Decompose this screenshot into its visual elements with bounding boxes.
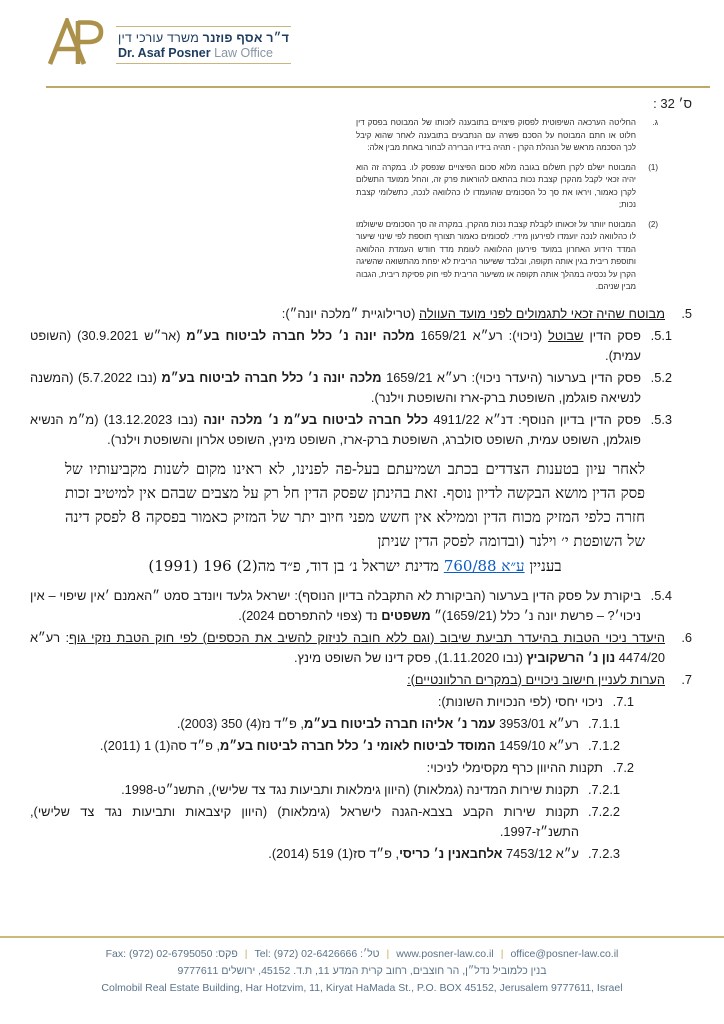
item-text: תקנות שירות הקבע בצבא-הגנה לישראל (גימלאות) (היוון קיצבאות ותביעות נגד צד שלישי), התשנ״ז-1997. — [30, 803, 579, 839]
law-office-logo — [46, 18, 692, 71]
list-item-7-1-1 — [30, 714, 620, 734]
list-item-7-2-1 — [30, 780, 620, 800]
item-marker: 5.2. — [650, 369, 672, 385]
letterhead — [46, 18, 692, 71]
section-reference: ס׳ 32 : — [653, 96, 692, 111]
footer-tel: Tel: (972) 02-6426666 :טל׳ — [254, 948, 380, 960]
list-item-7-2-2 — [30, 802, 620, 842]
brand-name-english: Dr. Asaf Posner Law Office — [118, 45, 273, 60]
item-text: ע״א 7453/12 אלחבאנין נ׳ כריסי, פ״ד סז(1) 519 (2014). — [268, 845, 579, 861]
list-item-7 — [30, 670, 692, 690]
list-item-7-2-3 — [30, 844, 620, 864]
item-text: רע״א 3953/01 עמר נ׳ אליהו חברה לביטוח בע״מ, פ״ד נז(4) 350 (2003). — [176, 715, 579, 731]
footer-separator: | — [244, 948, 248, 960]
item-text: מבוטח שהיה זכאי לתגמולים לפני מועד העוולה (טרילוגיית ״מלכה יונה״): — [281, 305, 665, 321]
list-item-5-2 — [30, 368, 672, 408]
item-marker: 7.2.3. — [587, 845, 620, 861]
list-item-7-2 — [30, 758, 634, 778]
item-text: ניכוי יחסי (לפי הנכויות השונות): — [437, 693, 603, 709]
item-marker: 7.1. — [612, 693, 634, 709]
quote-item-marker: (2) — [648, 219, 658, 229]
item-marker: 5. — [681, 305, 692, 321]
item-marker: 7.1.2. — [587, 737, 620, 753]
quote-item-text: המבוטח ישלם לקרן תשלום בגובה מלוא סכום הפיצויים שנפסק לו. במקרה זה הוא יהיה זכאי לקבל מהקרן קצבת נכות בהתאם להוראות פרק זה, והחל ממועד התשלום לקרן כאמור, ויראו את סך כל הסכומים שהועמדו לו כהלוואה לנכה, כתשלומי קצבת נכות; — [356, 162, 636, 209]
brand-name-hebrew: ד״ר אסף פוזנר משרד עורכי דין — [118, 30, 290, 45]
list-item-5-4 — [30, 586, 672, 626]
document-body — [30, 96, 692, 866]
item-marker: 7.1.1. — [587, 715, 620, 731]
footer-email-link[interactable]: office@posner-law.co.il — [510, 948, 619, 960]
item-marker: 5.4. — [650, 587, 672, 603]
footer-contact-line — [0, 946, 724, 963]
list-item-7-1-2 — [30, 736, 620, 756]
footer-address-english: Colmobil Real Estate Building, Har Hotzvim, 11, Kiryat HaMada St., P.O. BOX 45152, Jerusalem 9777611, Israel — [101, 982, 623, 994]
quote-item — [356, 162, 658, 212]
item-text: פסק הדין שבוטל (ניכוי): רע״א 1659/21 מלכה יונה נ׳ כלל חברה לביטוח בע״מ (אר״ש 30.9.2021) (השופט עמית). — [30, 327, 641, 363]
item-marker: 5.3. — [650, 411, 672, 427]
list-item-6 — [30, 628, 692, 668]
item-text: תקנות שירות המדינה (גמלאות) (היוון גימלאות ותביעות נגד צד שלישי), התשנ״ט-1998. — [121, 781, 579, 797]
case-citation-link[interactable]: ע״א 760/88 — [443, 556, 525, 575]
item-text: פסק הדין בדיון הנוסף: דנ״א 4911/22 כלל חברה לביטוח בע״מ נ׳ מלכה יונה (נבו 13.12.2023) (מ״מ הנשיא פוגלמן, השופט עמית, השופט סולברג, השופטת ברק-ארז, השופט מינץ, השופט אלרון והשופטת וילנר). — [30, 411, 641, 447]
regulation-quote-block — [356, 117, 658, 294]
quote-item-text: החליטה הערכאה השיפוטית לפסוק פיצויים בתובענה לזכותו של המבוטח בפסק דין חלוט או חתם המבוטח על הסכם פשרה עם הנתבעים בתובענה לאחר שהוא קיבל לכך הסכמה מראש של הנהלת הקרן - תהיה בידיו הברירה לבחור באחת מבין אלה: — [356, 118, 636, 152]
item-text: ביקורת על פסק הדין בערעור (הביקורת לא התקבלה בדיון הנוסף): ישראל גלעד ויונדב סמט ״האמנם ׳אין שיפוי – אין ניכוי׳? – פרשת יונה נ׳ כלל (1659/21)״ משפטים נד (צפוי להתפרסם 2024). — [30, 587, 641, 623]
quote-item-marker: (1) — [648, 162, 658, 172]
item-marker: 7.2.1. — [587, 781, 620, 797]
item-marker: 7.2. — [612, 759, 634, 775]
ap-monogram-icon — [46, 18, 106, 71]
item-marker: 7. — [681, 671, 692, 687]
list-item-5-3 — [30, 410, 672, 450]
header-divider — [46, 86, 710, 88]
court-quote-citation: בעניין ע״א 760/88 מדינת ישראל נ׳ בן דוד, פ״ד מה(2) 196 (1991) — [148, 556, 562, 575]
footer-separator: | — [386, 948, 390, 960]
item-text: רע״א 1459/10 המוסד לביטוח לאומי נ׳ כלל חברה לביטוח בע״מ, פ״ד סה(1) 1 (2011). — [99, 737, 579, 753]
quote-item — [356, 219, 658, 294]
brand-text — [116, 26, 291, 64]
item-text: תקנות ההיוון כרף מקסימלי לניכוי: — [426, 759, 603, 775]
footer-separator: | — [500, 948, 504, 960]
item-text: היעדר ניכוי הטבות בהיעדר תביעת שיבוב (וגם ללא חובה לניזוק להשיב את הכספים) לפי חוק הטבת נזקי גוף: רע״א 4474/20 נון נ׳ הרשקוביץ (נבו 1.11.2020), פסק דינו של השופט מינץ. — [30, 629, 666, 665]
item-marker: 7.2.2. — [587, 803, 620, 819]
list-item-5 — [30, 304, 692, 324]
quote-item-marker: ג. — [652, 118, 658, 127]
list-item-7-1 — [30, 692, 634, 712]
item-marker: 5.1. — [650, 327, 672, 343]
footer-fax: Fax: (972) 02-6795050 :פקס — [105, 948, 238, 960]
court-decision-quote — [65, 457, 645, 578]
quote-item-text: המבוטח יוותר על זכאותו לקבלת קצבת נכות מהקרן. במקרה זה סך הסכומים שישולמו לו כהלוואה לנכה יועמדו לפירעון מידי. לסכומים כאמור תצורף תוספת לפי שינוי שיעור המדד הידוע האחרון במועד פירעון ההלוואה לעומת מדד חודש העמדת ההלוואה ותוספת ריבית בגין אותה תקופה, ובלבד ששיעור הריבית לא יפחת מהתשואה שהשיגה הקרן על נכסיה במהלך אותה תקופה או משיעור הריבית לפי חוק פסיקת ריבית, הגבוה מבין שניהם. — [356, 219, 636, 291]
item-text: הערות לעניין חישוב ניכויים (במקרים הרלוונטיים): — [407, 671, 665, 687]
footer-website-link[interactable]: www.posner-law.co.il — [396, 948, 494, 960]
quote-item — [356, 117, 658, 155]
list-item-5-1 — [30, 326, 672, 366]
item-marker: 6. — [681, 629, 692, 645]
court-quote-body: לאחר עיון בטענות הצדדים בכתב ושמיעתם בעל-פה לפנינו, לא ראינו מקום לשנות מקביעותיו של פסק הדין מושא הבקשה לדיון נוסף. זאת בהינתן שפסק הדין חל רק על מצבים שבהם אין למיטיב זכות חזרה כלפי המזיק מכוח הדין וממילא אין חשש מפני חיוב יתר של המזיק כאמור בפסקה 8 לפסק דינה של השופטת י׳ וילנר (ובדומה לפסק הדין שניתן — [64, 459, 645, 550]
footer-address-hebrew: בנין כלמוביל נדל״ן, הר חוצבים, רחוב קרית המדע 11, ת.ד. 45152, ירושלים 9777611 — [177, 965, 547, 977]
item-text: פסק הדין בערעור (היעדר ניכוי): רע״א 1659/21 מלכה יונה נ׳ כלל חברה לביטוח בע״מ (נבו 5.7.2022) (המשנה לנשיאה פוגלמן, השופטת ברק-ארז והשופטת וילנר). — [30, 369, 642, 405]
letter-footer — [0, 936, 724, 997]
